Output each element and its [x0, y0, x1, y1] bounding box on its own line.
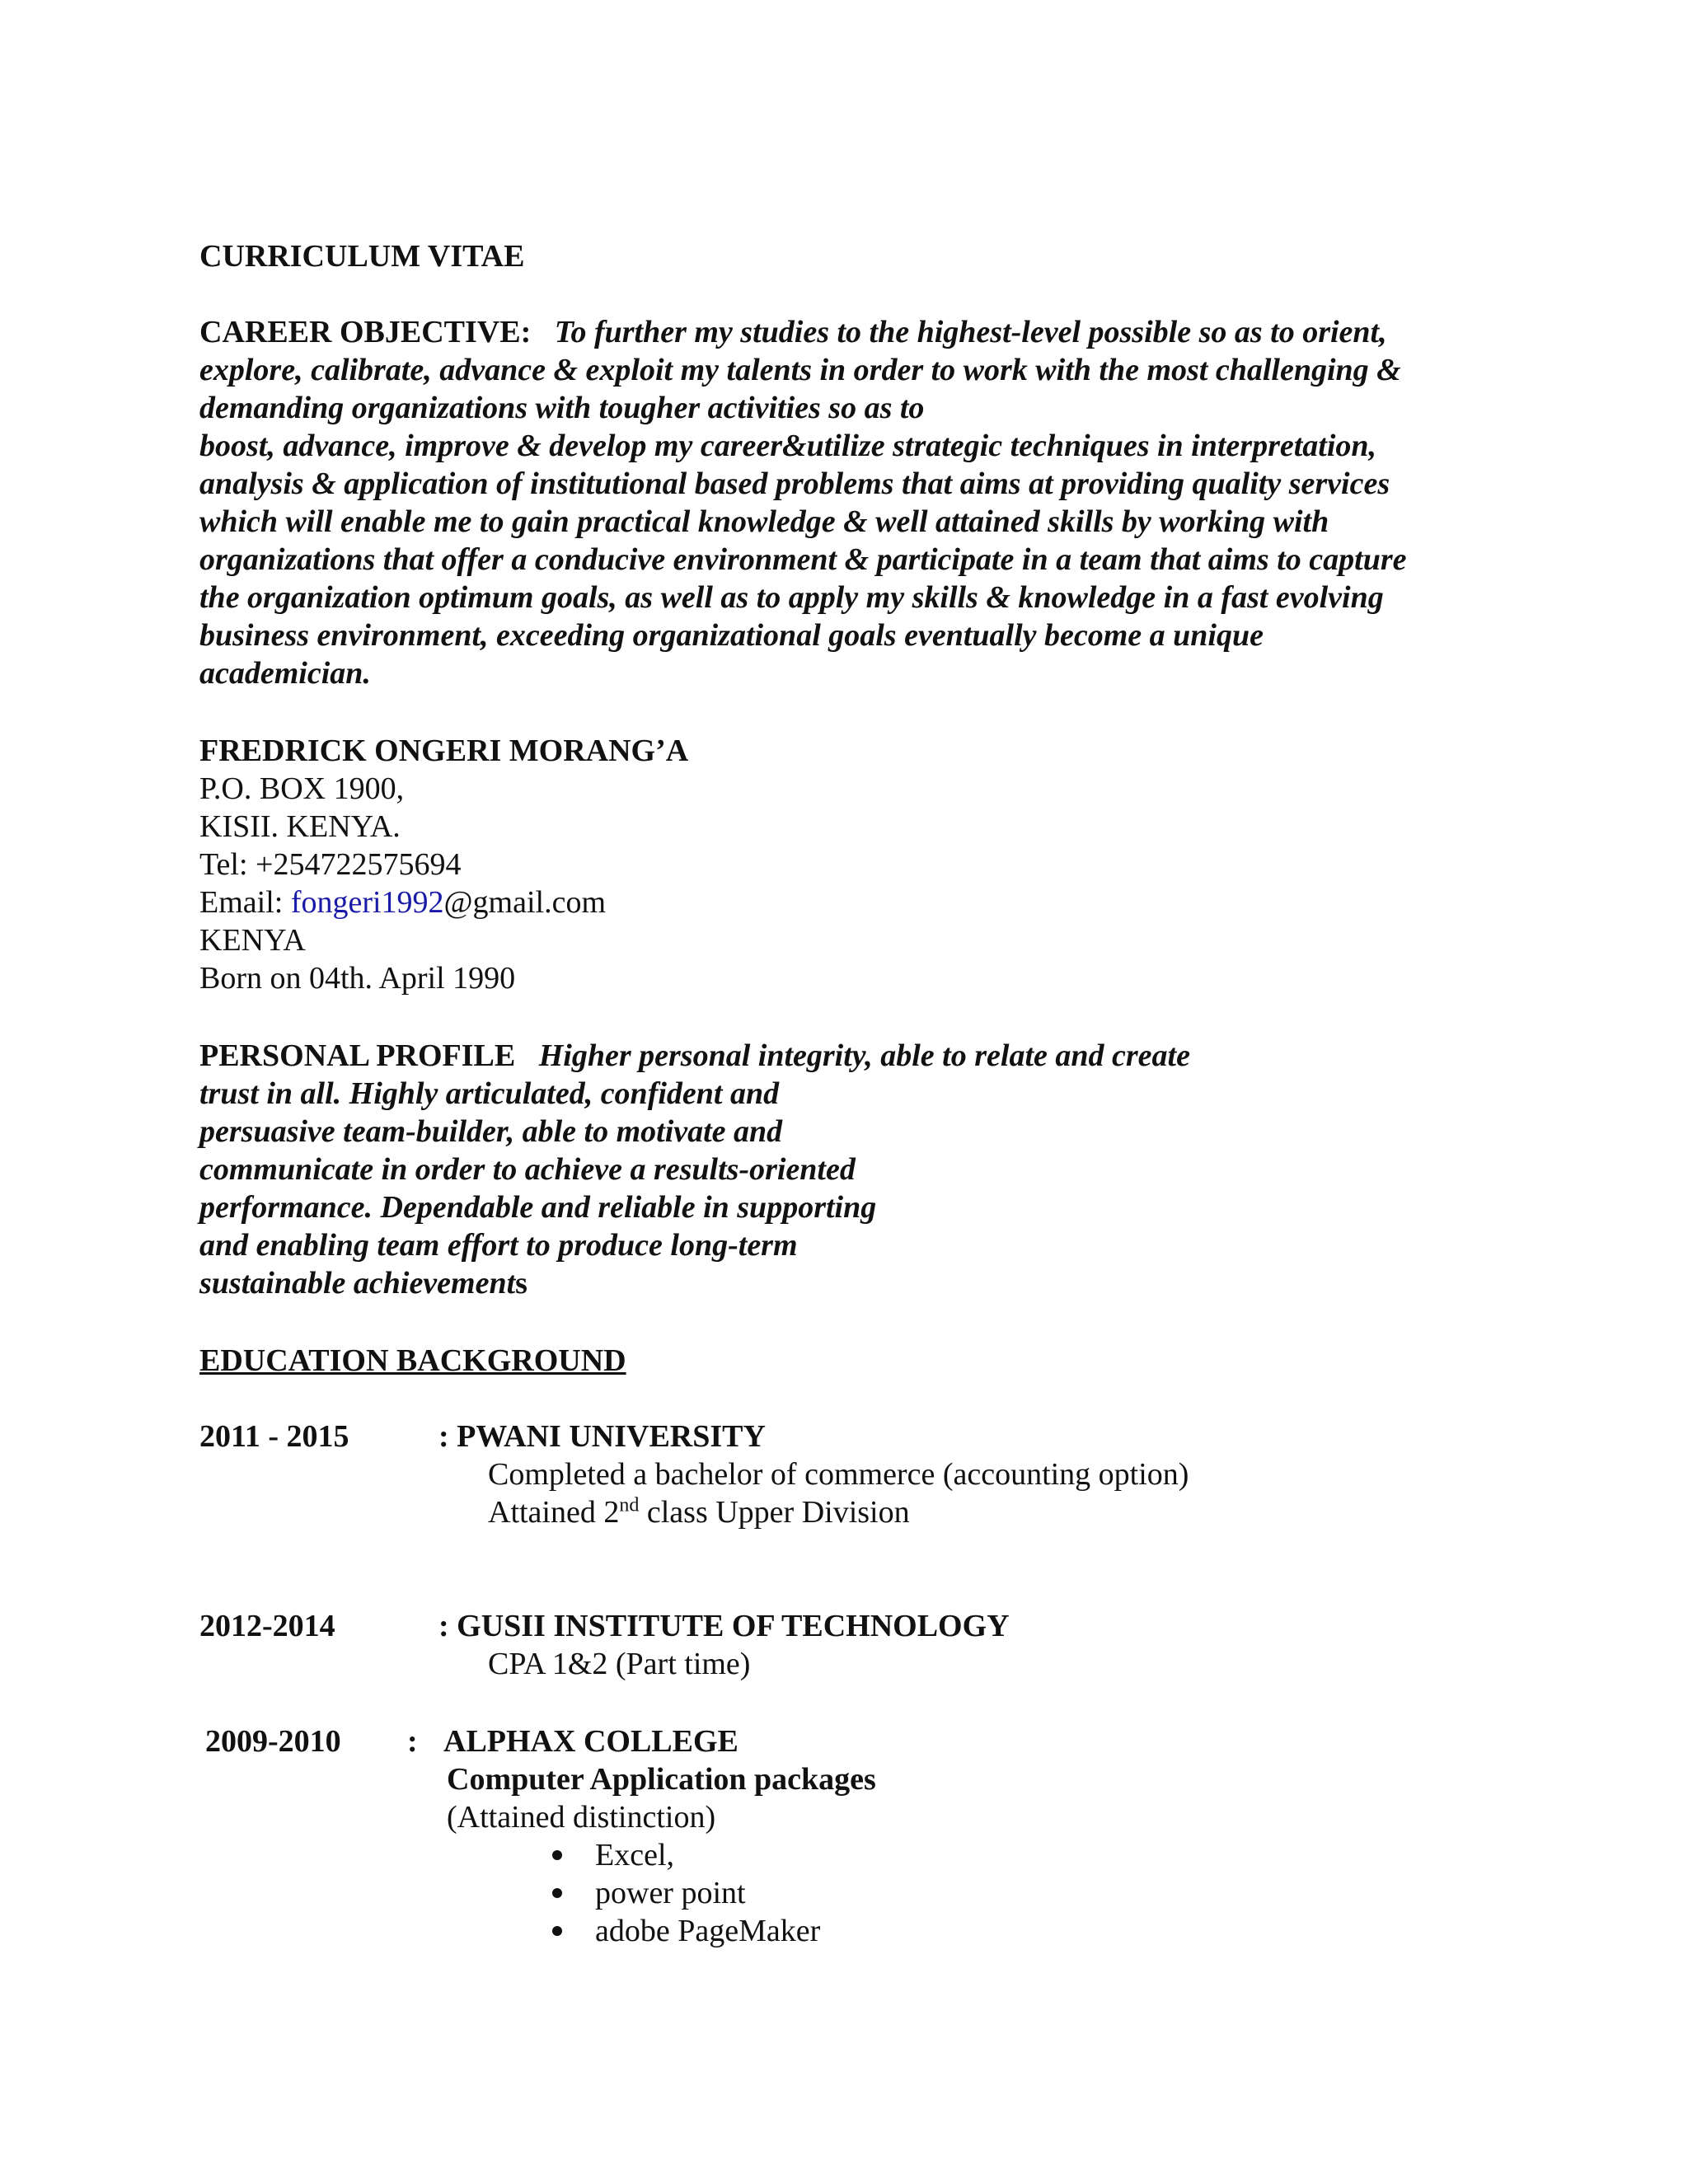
career-objective-section	[199, 313, 1535, 692]
city: KISII. KENYA.	[199, 809, 401, 844]
email-link[interactable]: fongeri1992	[290, 885, 444, 920]
education-course: Computer Application packages	[447, 1762, 876, 1797]
education-detail-text: Attained 2	[488, 1495, 620, 1530]
profile-line: sustainable achievement	[199, 1266, 516, 1301]
career-objective-line: the organization optimum goals, as well as to apply my skills & knowledge in a fast evolving	[199, 580, 1384, 615]
career-objective-line: business environment, exceeding organizational goals eventually become a unique	[199, 618, 1264, 653]
career-objective-line: which will enable me to gain practical knowledge & well attained skills by working with	[199, 504, 1329, 539]
country: KENYA	[199, 923, 306, 958]
email-line	[199, 883, 688, 921]
career-objective-line: boost, advance, improve & develop my career&utilize strategic techniques in interpretation,	[199, 429, 1377, 463]
education-detail: CPA 1&2 (Part time)	[488, 1647, 751, 1681]
career-objective-line: To further my studies to the highest-level possible so as to orient,	[554, 315, 1387, 349]
list-item-text: Excel,	[595, 1838, 675, 1872]
career-objective-line: demanding organizations with tougher activities so as to	[199, 391, 925, 425]
birth-date: Born on 04th. April 1990	[199, 961, 516, 996]
education-heading: EDUCATION BACKGROUND	[199, 1343, 626, 1378]
profile-line: and enabling team effort to produce long-term	[199, 1228, 798, 1263]
education-detail	[488, 1493, 910, 1531]
contact-section	[199, 732, 688, 997]
document-title: CURRICULUM VITAE	[199, 239, 525, 274]
education-years: 2011 - 2015	[199, 1419, 349, 1454]
email-label: Email:	[199, 885, 291, 920]
email-domain: @gmail.com	[443, 885, 607, 920]
career-objective-line: explore, calibrate, advance & exploit my talents in order to work with the most challenging &	[199, 353, 1401, 387]
superscript: nd	[619, 1494, 640, 1516]
education-colon: :	[407, 1724, 418, 1759]
education-detail: (Attained distinction)	[447, 1800, 716, 1835]
personal-profile-section	[199, 1037, 1190, 1302]
career-objective-label: CAREER OBJECTIVE:	[199, 315, 532, 349]
profile-line: persuasive team-builder, able to motivate and	[199, 1114, 783, 1149]
profile-line: performance. Dependable and reliable in supporting	[199, 1190, 877, 1225]
bullet-icon	[552, 1850, 562, 1860]
profile-line: Higher personal integrity, able to relate and create	[538, 1038, 1190, 1073]
bullet-icon	[552, 1926, 562, 1936]
profile-line-last	[199, 1264, 1190, 1302]
profile-last-char: s	[515, 1266, 528, 1301]
career-objective-line: organizations that offer a conducive environment & participate in a team that aims to capture	[199, 542, 1407, 577]
education-detail-text: class Upper Division	[639, 1495, 910, 1530]
list-item-text: adobe PageMaker	[595, 1914, 821, 1948]
profile-line: trust in all. Highly articulated, confident and	[199, 1076, 780, 1111]
postal-address: P.O. BOX 1900,	[199, 771, 405, 806]
education-years: 2012-2014	[199, 1609, 335, 1643]
candidate-name: FREDRICK ONGERI MORANG’A	[199, 733, 689, 768]
education-detail: Completed a bachelor of commerce (accounting option)	[488, 1457, 1189, 1492]
education-institution: : PWANI UNIVERSITY	[438, 1419, 766, 1454]
telephone: Tel: +254722575694	[199, 847, 462, 882]
bullet-icon	[552, 1888, 562, 1898]
education-years: 2009-2010	[205, 1724, 341, 1759]
profile-line: communicate in order to achieve a results-oriented	[199, 1152, 856, 1187]
education-institution: : GUSII INSTITUTE OF TECHNOLOGY	[438, 1609, 1010, 1643]
career-objective-line: academician.	[199, 656, 371, 691]
list-item-text: power point	[595, 1876, 746, 1910]
personal-profile-label: PERSONAL PROFILE	[199, 1038, 516, 1073]
education-institution: ALPHAX COLLEGE	[443, 1724, 738, 1759]
career-objective-line: analysis & application of institutional based problems that aims at providing quality services	[199, 466, 1390, 501]
